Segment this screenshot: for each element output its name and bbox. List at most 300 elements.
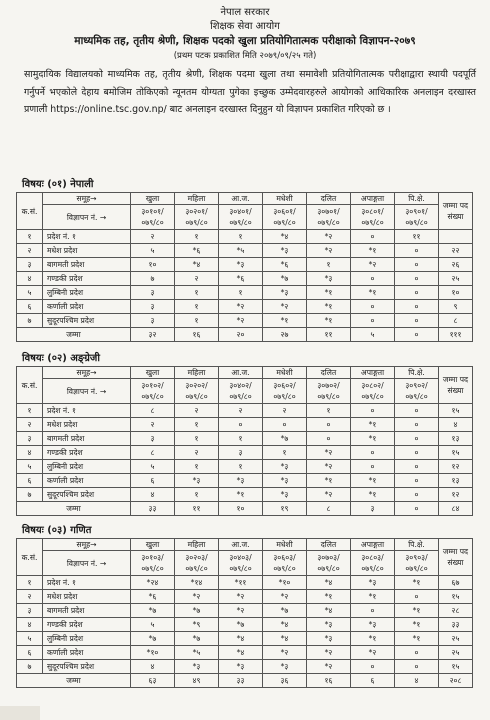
notice-title: माध्यमिक तह, तृतीय श्रेणी, शिक्षक पदको खुला प्रतियोगितात्मक परीक्षाको विज्ञापन-२०७९: [74, 35, 416, 47]
vacancy-count: २५: [439, 632, 473, 646]
vacancy-count: ०: [351, 314, 395, 328]
group-column-header: आ.ज.: [219, 193, 263, 205]
row-serial: ६: [17, 300, 43, 314]
vacancy-count: *१: [307, 286, 351, 300]
vacancy-table: [16, 366, 473, 516]
table-row: [17, 604, 473, 618]
vacancy-count: *३: [263, 660, 307, 674]
vacancy-count: *२: [307, 488, 351, 502]
government-heading: नेपाल सरकार: [220, 7, 270, 18]
total-count: ०: [395, 502, 439, 516]
total-count: ४: [395, 674, 439, 688]
total-count: ३३: [219, 674, 263, 688]
advertisement-number: ३०४०३/ ०७९/८०: [219, 551, 263, 576]
province-name: मधेश प्रदेश: [43, 244, 131, 258]
province-name: मधेश प्रदेश: [43, 590, 131, 604]
row-serial: ५: [17, 460, 43, 474]
vacancy-count: *३: [307, 618, 351, 632]
province-name: बागमती प्रदेश: [43, 604, 131, 618]
vacancy-count: १: [175, 286, 219, 300]
row-serial: ३: [17, 604, 43, 618]
vacancy-count: *३: [263, 474, 307, 488]
vacancy-count: २: [131, 230, 175, 244]
vacancy-count: *३: [263, 488, 307, 502]
total-count: १६: [175, 328, 219, 342]
advertisement-number: ३०९०२/ ०७९/८०: [395, 379, 439, 404]
vacancy-count: *७: [263, 432, 307, 446]
province-name: गण्डकी प्रदेश: [43, 446, 131, 460]
total-label: जम्मा: [17, 502, 131, 516]
province-name: कर्णाली प्रदेश: [43, 300, 131, 314]
vacancy-count: ०: [395, 404, 439, 418]
vacancy-count: *२: [175, 590, 219, 604]
total-label: जम्मा: [17, 674, 131, 688]
row-serial: ६: [17, 646, 43, 660]
table-row: [17, 474, 473, 488]
vacancy-count: ०: [219, 418, 263, 432]
row-serial: ७: [17, 314, 43, 328]
vacancy-count: ५: [131, 460, 175, 474]
vacancy-count: ०: [395, 660, 439, 674]
vacancy-table: [16, 538, 473, 688]
vacancy-count: *२: [307, 244, 351, 258]
advertisement-number: ३०७०१/ ०७९/८०: [307, 205, 351, 230]
row-serial: ४: [17, 618, 43, 632]
vacancy-count: ०: [395, 646, 439, 660]
province-name: प्रदेश नं. १: [43, 404, 131, 418]
vacancy-count: *३: [175, 660, 219, 674]
group-column-header: महिला: [175, 539, 219, 551]
vacancy-count: *७: [175, 632, 219, 646]
vacancy-count: [439, 230, 473, 244]
vacancy-count: *४: [219, 632, 263, 646]
total-count: ८: [307, 502, 351, 516]
vacancy-count: *३: [307, 272, 351, 286]
vacancy-count: *१: [395, 576, 439, 590]
commission-heading: शिक्षक सेवा आयोग: [210, 21, 280, 32]
province-name: प्रदेश नं. १: [43, 576, 131, 590]
vacancy-count: ३: [131, 314, 175, 328]
vacancy-count: ७: [131, 272, 175, 286]
vacancy-count: *७: [263, 604, 307, 618]
vacancy-count: *७: [131, 632, 175, 646]
total-count: ३३: [131, 502, 175, 516]
vacancy-count: २: [219, 404, 263, 418]
vacancy-count: *१: [351, 488, 395, 502]
vacancy-count: *७: [219, 618, 263, 632]
vacancy-count: ३३: [439, 618, 473, 632]
group-column-header: खुला: [131, 367, 175, 379]
vacancy-count: ०: [351, 272, 395, 286]
vacancy-count: ६७: [439, 576, 473, 590]
vacancy-count: *२: [351, 646, 395, 660]
vacancy-count: १: [219, 432, 263, 446]
vacancy-count: *१४: [175, 576, 219, 590]
advertisement-number-header: विज्ञापन नं. →: [43, 551, 131, 576]
vacancy-count: *२: [219, 604, 263, 618]
total-count: २०८: [439, 674, 473, 688]
vacancy-count: ०: [395, 590, 439, 604]
row-serial: ३: [17, 258, 43, 272]
vacancy-count: २५: [439, 272, 473, 286]
advertisement-number: ३०२०३/ ०७९/८०: [175, 551, 219, 576]
total-count: ८४: [439, 502, 473, 516]
vacancy-count: ४: [439, 418, 473, 432]
vacancy-count: ११: [395, 230, 439, 244]
group-column-header: मधेशी: [263, 193, 307, 205]
row-serial: १: [17, 576, 43, 590]
table-row: [17, 576, 473, 590]
province-name: सुदूरपश्चिम प्रदेश: [43, 314, 131, 328]
total-count: ३२: [131, 328, 175, 342]
table-row: [17, 618, 473, 632]
vacancy-count: ३: [131, 286, 175, 300]
advertisement-number: ३०१०२/ ०७९/८०: [131, 379, 175, 404]
advertisement-number: ३०७०३/ ०७९/८०: [307, 551, 351, 576]
group-column-header: अपाङ्गता: [351, 193, 395, 205]
serial-header: क.सं.: [17, 193, 43, 230]
province-name: लुम्बिनी प्रदेश: [43, 632, 131, 646]
vacancy-count: १: [307, 258, 351, 272]
vacancy-count: ०: [351, 230, 395, 244]
vacancy-count: ६: [131, 474, 175, 488]
vacancy-count: १: [175, 230, 219, 244]
publication-date: (प्रथम पटक प्रकाशित मिति २०७९/०९/२५ गते): [173, 51, 317, 61]
vacancy-count: *१: [395, 618, 439, 632]
province-name: लुम्बिनी प्रदेश: [43, 460, 131, 474]
row-serial: १: [17, 230, 43, 244]
group-column-header: खुला: [131, 193, 175, 205]
vacancy-count: *२: [307, 660, 351, 674]
total-count: ११: [175, 502, 219, 516]
vacancy-count: ४: [131, 488, 175, 502]
vacancy-count: २८: [439, 604, 473, 618]
vacancy-count: ०: [395, 272, 439, 286]
vacancy-count: ०: [395, 244, 439, 258]
total-count: ३: [351, 502, 395, 516]
vacancy-count: ४: [131, 660, 175, 674]
vacancy-count: *२: [219, 314, 263, 328]
vacancy-count: २: [131, 418, 175, 432]
vacancy-count: *३: [307, 632, 351, 646]
group-column-header: आ.ज.: [219, 539, 263, 551]
group-column-header: महिला: [175, 193, 219, 205]
vacancy-count: १: [219, 286, 263, 300]
vacancy-count: ५: [131, 244, 175, 258]
vacancy-count: १: [175, 432, 219, 446]
province-name: मधेश प्रदेश: [43, 418, 131, 432]
province-name: गण्डकी प्रदेश: [43, 618, 131, 632]
vacancy-count: *४: [307, 576, 351, 590]
vacancy-count: ०: [395, 300, 439, 314]
advertisement-number: ३०१०३/ ०७९/८०: [131, 551, 175, 576]
subject-title: विषयः (०१) नेपाली: [22, 179, 94, 190]
row-serial: ७: [17, 488, 43, 502]
total-row: [17, 328, 473, 342]
row-serial: २: [17, 590, 43, 604]
advertisement-number: ३०४०२/ ०७९/८०: [219, 379, 263, 404]
vacancy-count: ९: [439, 300, 473, 314]
total-count: २७: [263, 328, 307, 342]
advertisement-number: ३०९०३/ ०७९/८०: [395, 551, 439, 576]
subject-title: विषयः (०२) अङ्ग्रेजी: [22, 353, 100, 364]
vacancy-count: *३: [351, 576, 395, 590]
group-column-header: आ.ज.: [219, 367, 263, 379]
vacancy-count: *३: [263, 286, 307, 300]
table-row: [17, 314, 473, 328]
vacancy-count: २: [175, 446, 219, 460]
vacancy-count: ०: [395, 314, 439, 328]
province-name: गण्डकी प्रदेश: [43, 272, 131, 286]
vacancy-count: *३: [219, 474, 263, 488]
vacancy-count: *६: [219, 272, 263, 286]
vacancy-count: ०: [395, 418, 439, 432]
vacancy-count: *१: [351, 418, 395, 432]
vacancy-count: *१: [219, 488, 263, 502]
vacancy-count: *३: [219, 660, 263, 674]
vacancy-count: १०: [131, 258, 175, 272]
vacancy-count: १: [175, 314, 219, 328]
vacancy-count: ३: [219, 446, 263, 460]
vacancy-count: १: [175, 300, 219, 314]
total-posts-header: जम्मा पद संख्या: [439, 367, 473, 404]
advertisement-number-header: विज्ञापन नं. →: [43, 379, 131, 404]
vacancy-count: *१: [307, 314, 351, 328]
vacancy-count: *१: [307, 590, 351, 604]
vacancy-count: *२: [351, 258, 395, 272]
vacancy-count: २२: [439, 244, 473, 258]
total-count: १९: [263, 502, 307, 516]
vacancy-count: *१०: [263, 576, 307, 590]
vacancy-count: *१: [263, 314, 307, 328]
vacancy-count: *६: [131, 590, 175, 604]
total-count: २०: [219, 328, 263, 342]
vacancy-count: *१: [351, 244, 395, 258]
subject-title: विषयः (०३) गणित: [22, 525, 92, 536]
group-column-header: पि.क्षे.: [395, 367, 439, 379]
vacancy-count: *१: [351, 432, 395, 446]
vacancy-count: *४: [263, 632, 307, 646]
total-row: [17, 502, 473, 516]
row-serial: ४: [17, 446, 43, 460]
total-count: १०: [219, 502, 263, 516]
table-row: [17, 300, 473, 314]
vacancy-count: ८: [131, 404, 175, 418]
vacancy-count: १: [219, 460, 263, 474]
vacancy-count: २: [175, 272, 219, 286]
vacancy-count: १३: [439, 474, 473, 488]
total-posts-header: जम्मा पद संख्या: [439, 539, 473, 576]
vacancy-count: *१: [351, 632, 395, 646]
vacancy-count: *३: [263, 460, 307, 474]
row-serial: २: [17, 244, 43, 258]
province-name: कर्णाली प्रदेश: [43, 474, 131, 488]
total-count: १११: [439, 328, 473, 342]
intro-paragraph: सामुदायिक विद्यालयको माध्यमिक तह, तृतीय श्रेणी, शिक्षक पदमा खुला तथा समावेशी प्रतियोगितात्मक परीक्षाद्वारा स्थायी पदपूर्ति गर्नुपर्ने भएकोले देहाय बमोजिम तोकिएको न्यूनतम योग्यता पुगेका इच्छुक उम्मेदवारहरुले आयोगको आधिकारिक अनलाइन दरखास्त प्रणाली https://online.tsc.gov.np/ बाट अनलाइन दरखास्त दिनुहुन यो विज्ञापन प्रकाशित गरिएको छ ।: [24, 69, 476, 115]
vacancy-count: *२: [219, 590, 263, 604]
vacancy-count: *२: [307, 460, 351, 474]
vacancy-count: २: [263, 404, 307, 418]
province-name: कर्णाली प्रदेश: [43, 646, 131, 660]
vacancy-table: [16, 192, 473, 342]
total-count: ११: [307, 328, 351, 342]
advertisement-number: ३०८०३/ ०७९/८०: [351, 551, 395, 576]
vacancy-count: *४: [263, 618, 307, 632]
table-row: [17, 230, 473, 244]
vacancy-count: ०: [263, 418, 307, 432]
vacancy-count: १५: [439, 590, 473, 604]
vacancy-count: ८: [439, 314, 473, 328]
vacancy-count: *२: [263, 590, 307, 604]
row-serial: ५: [17, 632, 43, 646]
table-row: [17, 632, 473, 646]
vacancy-count: ०: [395, 460, 439, 474]
serial-header: क.सं.: [17, 539, 43, 576]
advertisement-number: ३०७०२/ ०७९/८०: [307, 379, 351, 404]
vacancy-count: ०: [395, 432, 439, 446]
page-corner: [0, 706, 40, 720]
group-column-header: अपाङ्गता: [351, 367, 395, 379]
table-row: [17, 446, 473, 460]
vacancy-count: *१: [307, 300, 351, 314]
vacancy-count: *७: [131, 604, 175, 618]
vacancy-count: ०: [395, 446, 439, 460]
vacancy-count: *२: [263, 646, 307, 660]
province-name: सुदूरपश्चिम प्रदेश: [43, 660, 131, 674]
vacancy-count: २: [175, 404, 219, 418]
group-column-header: पि.क्षे.: [395, 193, 439, 205]
vacancy-count: *५: [175, 646, 219, 660]
group-column-header: दलित: [307, 539, 351, 551]
vacancy-count: ०: [395, 474, 439, 488]
table-row: [17, 646, 473, 660]
row-serial: ७: [17, 660, 43, 674]
vacancy-count: १०: [439, 286, 473, 300]
vacancy-count: ०: [351, 660, 395, 674]
vacancy-count: *१: [351, 286, 395, 300]
vacancy-count: ०: [307, 432, 351, 446]
vacancy-count: ३: [131, 300, 175, 314]
total-label: जम्मा: [17, 328, 131, 342]
advertisement-number: ३०४०१/ ०७९/८०: [219, 205, 263, 230]
vacancy-count: ८: [131, 446, 175, 460]
group-column-header: दलित: [307, 193, 351, 205]
total-posts-header: जम्मा पद संख्या: [439, 193, 473, 230]
province-name: बागमती प्रदेश: [43, 258, 131, 272]
vacancy-count: २५: [439, 646, 473, 660]
vacancy-count: *४: [307, 604, 351, 618]
province-name: सुदूरपश्चिम प्रदेश: [43, 488, 131, 502]
vacancy-count: १३: [439, 432, 473, 446]
vacancy-count: ०: [351, 460, 395, 474]
advertisement-number: ३०८०१/ ०७९/८०: [351, 205, 395, 230]
vacancy-count: *४: [175, 258, 219, 272]
group-column-header: अपाङ्गता: [351, 539, 395, 551]
province-name: प्रदेश नं. १: [43, 230, 131, 244]
vacancy-count: १५: [439, 660, 473, 674]
group-column-header: पि.क्षे.: [395, 539, 439, 551]
advertisement-number: ३०८०२/ ०७९/८०: [351, 379, 395, 404]
vacancy-count: ५: [131, 618, 175, 632]
total-count: ६३: [131, 674, 175, 688]
vacancy-count: १: [175, 488, 219, 502]
vacancy-count: *२: [219, 300, 263, 314]
table-row: [17, 244, 473, 258]
vacancy-count: *१: [351, 474, 395, 488]
vacancy-count: *३: [219, 258, 263, 272]
vacancy-count: *१: [351, 590, 395, 604]
advertisement-number: ३०२०१/ ०७९/८०: [175, 205, 219, 230]
table-row: [17, 272, 473, 286]
vacancy-count: *७: [263, 272, 307, 286]
vacancy-count: ०: [307, 418, 351, 432]
vacancy-count: *६: [175, 244, 219, 258]
advertisement-number-header: विज्ञापन नं. →: [43, 205, 131, 230]
table-row: [17, 418, 473, 432]
vacancy-count: १५: [439, 404, 473, 418]
vacancy-count: *३: [351, 618, 395, 632]
advertisement-number: ३०६०३/ ०७९/८०: [263, 551, 307, 576]
row-serial: २: [17, 418, 43, 432]
group-header: समूह→: [43, 539, 131, 551]
total-count: १६: [307, 674, 351, 688]
group-column-header: दलित: [307, 367, 351, 379]
advertisement-number: ३०६०१/ ०७९/८०: [263, 205, 307, 230]
vacancy-count: ०: [395, 258, 439, 272]
total-row: [17, 674, 473, 688]
vacancy-count: ३: [131, 432, 175, 446]
group-column-header: महिला: [175, 367, 219, 379]
vacancy-count: *१०: [131, 646, 175, 660]
vacancy-count: १: [263, 446, 307, 460]
vacancy-count: *२: [307, 446, 351, 460]
serial-header: क.सं.: [17, 367, 43, 404]
vacancy-count: १: [219, 230, 263, 244]
total-count: ३६: [263, 674, 307, 688]
group-column-header: मधेशी: [263, 367, 307, 379]
vacancy-count: *२: [307, 230, 351, 244]
row-serial: ३: [17, 432, 43, 446]
group-column-header: खुला: [131, 539, 175, 551]
vacancy-count: १: [175, 460, 219, 474]
vacancy-count: *२: [263, 300, 307, 314]
vacancy-count: *४: [263, 230, 307, 244]
table-row: [17, 660, 473, 674]
table-row: [17, 460, 473, 474]
vacancy-count: *५: [219, 244, 263, 258]
advertisement-number: ३०१०१/ ०७९/८०: [131, 205, 175, 230]
advertisement-number: ३०६०२/ ०७९/८०: [263, 379, 307, 404]
group-header: समूह→: [43, 193, 131, 205]
vacancy-count: २६: [439, 258, 473, 272]
vacancy-count: ०: [351, 604, 395, 618]
vacancy-count: ०: [351, 446, 395, 460]
advertisement-number: ३०२०२/ ०७९/८०: [175, 379, 219, 404]
vacancy-count: *२: [307, 646, 351, 660]
vacancy-count: ०: [351, 300, 395, 314]
vacancy-count: *३: [175, 474, 219, 488]
vacancy-count: ०: [351, 404, 395, 418]
table-row: [17, 488, 473, 502]
group-header: समूह→: [43, 367, 131, 379]
province-name: लुम्बिनी प्रदेश: [43, 286, 131, 300]
total-count: ६: [351, 674, 395, 688]
vacancy-count: *१: [307, 474, 351, 488]
vacancy-count: *४: [219, 646, 263, 660]
vacancy-count: *३: [263, 244, 307, 258]
vacancy-count: १: [307, 404, 351, 418]
vacancy-count: *२४: [131, 576, 175, 590]
